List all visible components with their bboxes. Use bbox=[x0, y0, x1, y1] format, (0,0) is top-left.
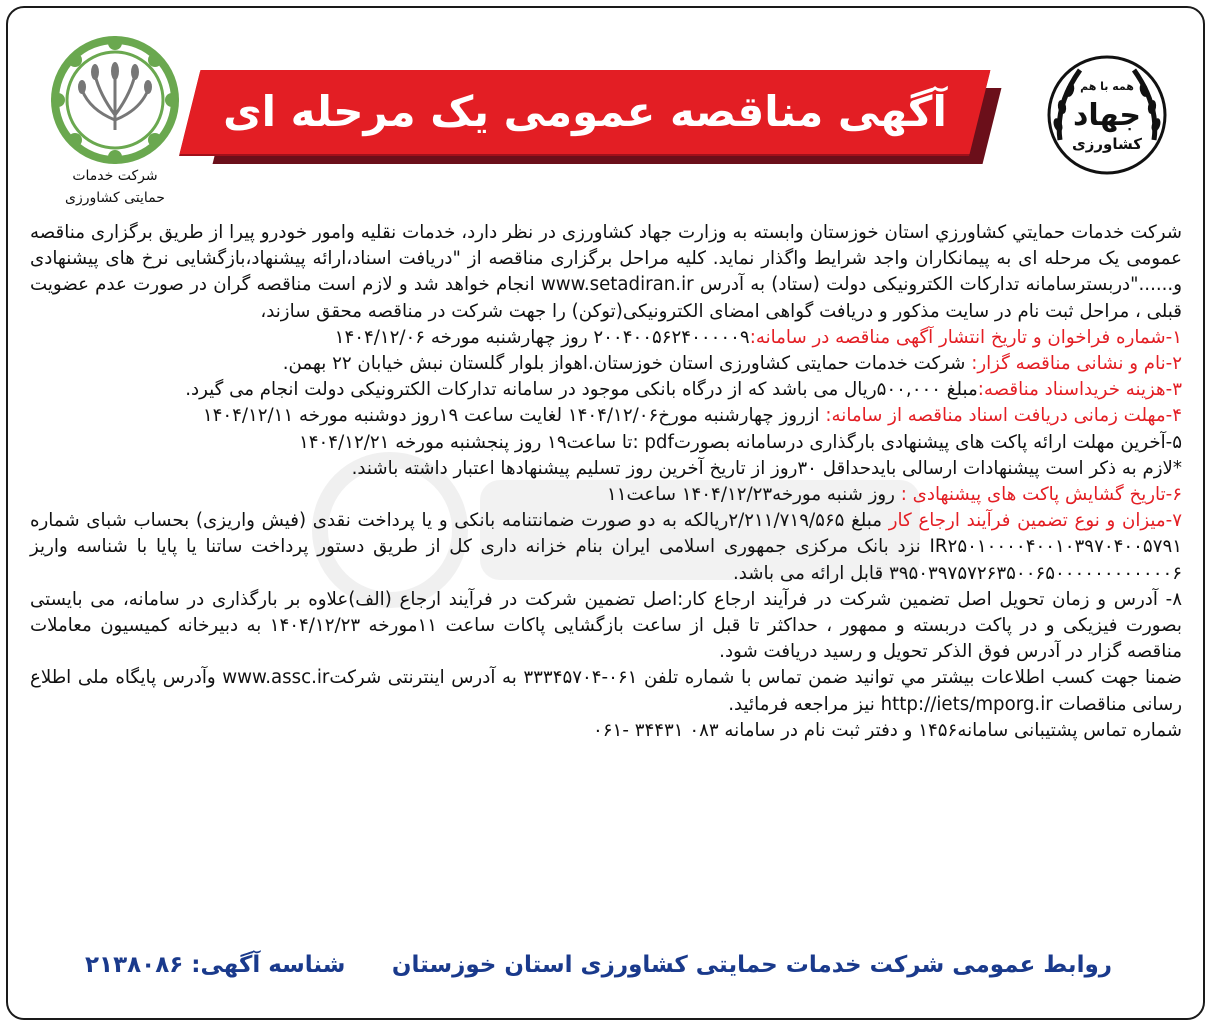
contact-paragraph bbox=[30, 665, 1182, 717]
note-text: *لازم به ذکر است پیشنهادات ارسالی بایدحداقل ۳۰روز از تاریخ آخرین روز تسلیم پیشنهادها اعتبار داشته باشند. bbox=[351, 457, 1182, 479]
svg-text:جهاد: جهاد bbox=[1072, 98, 1142, 133]
footer bbox=[30, 952, 1182, 992]
ad-id: شناسه آگهی: ۲۱۳۸۰۸۶ bbox=[85, 952, 346, 978]
header bbox=[0, 0, 1213, 220]
item-3-label: ۳-هزینه خریداسناد مناقصه: bbox=[977, 379, 1182, 401]
caption-line-1: شرکت خدمات bbox=[72, 168, 158, 184]
item-8-text: ۸- آدرس و زمان تحویل اصل تضمین شرکت در فرآیند ارجاع کار:اصل تضمین شرکت در فرآیند ارجاع (الف)علاوه بر بارگذاری در سامانه، می بایستی بصورت فیزیکی و در پاکت دربسته و ممهور ، حداکثر تا قبل از ساعت بازگشایی پاکات ساعت ۱۱مورخه ۱۴۰۴/۱۲/۲۳ به دبیرخانه کمیسیون معاملات مناقصه گزار در آدرس فوق الذکر تحویل و رسید دریافت شود. bbox=[30, 588, 1182, 663]
item-1-label: ۱-شماره فراخوان و تاریخ انتشار آگهی مناقصه در سامانه: bbox=[749, 326, 1182, 348]
item-7-label: ۷-میزان و نوع تضمین فرآیند ارجاع کار bbox=[888, 510, 1182, 532]
support-text: شماره تماس پشتیبانی سامانه۱۴۵۶ و دفتر ثبت نام در سامانه ۰۸۳ ۳۴۴۳۱ -۰۶۱ bbox=[593, 719, 1182, 741]
item-6-text: روز شنبه مورخه۱۴۰۴/۱۲/۲۳ ساعت۱۱ bbox=[606, 484, 901, 506]
item-4-text: ازروز چهارشنبه مورخ۱۴۰۴/۱۲/۰۶ لغایت ساعت ۱۹روز دوشنبه مورخه ۱۴۰۴/۱۲/۱۱ bbox=[202, 405, 826, 427]
ministry-logo bbox=[1040, 45, 1175, 180]
company-logo bbox=[50, 35, 180, 165]
item-2-text: شرکت خدمات حمایتی کشاورزی استان خوزستان.اهواز بلوار گلستان نبش خیابان ۲۲ بهمن. bbox=[282, 353, 972, 375]
contact-text: ضمنا جهت کسب اطلاعات بیشتر مي توانید ضمن تماس با شماره تلفن ۰۶۱-۳۳۳۴۵۷۰۴ به آدرس اینترنتی شرکتwww.assc.ir وآدرس پایگاه ملی اطلاع رسانی مناقصات http://iets/mporg.ir نیز مراجعه فرمائید. bbox=[30, 667, 1182, 715]
page-title: آگهی مناقصه عمومی یک مرحله ای (نوبت اول) bbox=[223, 87, 947, 220]
item-7 bbox=[30, 508, 1182, 587]
item-4-label: ۴-مهلت زمانی دریافت اسناد مناقصه از سامانه: bbox=[825, 405, 1182, 427]
item-2 bbox=[30, 351, 1182, 377]
support-paragraph bbox=[30, 718, 1182, 744]
item-2-label: ۲-نام و نشانی مناقصه گزار: bbox=[971, 353, 1182, 375]
item-3-text: مبلغ ۵۰۰,۰۰۰ریال می باشد که از درگاه بانکی موجود در سامانه تدارکات الکترونیکی دولت انجام می گیرد. bbox=[185, 379, 978, 401]
ad-body bbox=[30, 220, 1182, 744]
item-4 bbox=[30, 403, 1182, 429]
item-7-text: مبلغ ۲/۲۱۱/۷۱۹/۵۶۵ریالکه به دو صورت ضمانتنامه بانکی و یا پرداخت نقدی (فیش واریزی) بحساب شبای شماره IR۲۵۰۱۰۰۰۰۴۰۰۱۰۳۹۷۰۴۰۰۵۷۹۱ نزد بانک مرکزی جمهوری اسلامی ایران بنام خزانه داری کل از طریق دستور پرداخت ساتنا یا پایا با شناسه واریز ۳۹۵۰۳۹۷۵۷۲۶۳۵۰۰۶۵۰۰۰۰۰۰۰۰۰۰۰۰۶ قابل ارائه می باشد. bbox=[30, 510, 1182, 584]
item-6-label: ۶-تاریخ گشایش پاکت های پیشنهادی : bbox=[900, 484, 1182, 506]
caption-line-2: حمایتی کشاورزی bbox=[65, 190, 165, 206]
item-8 bbox=[30, 587, 1182, 666]
company-logo-caption bbox=[40, 165, 190, 209]
public-relations-signature: روابط عمومی شرکت خدمات حمایتی کشاورزی استان خوزستان bbox=[391, 952, 1112, 978]
svg-text:کشاورزی: کشاورزی bbox=[1072, 135, 1142, 153]
item-1 bbox=[30, 325, 1182, 351]
intro-paragraph: شرکت خدمات حمایتي کشاورزي استان خوزستان وابسته به وزارت جهاد کشاورزی در نظر دارد، خدمات نقلیه وامور خودرو پیرا از طریق برگزاری مناقصه عمومی یک مرحله ای به پیمانکاران واجد شرایط واگذار نماید. کلیه مراحل برگزاری مناقصه از "دریافت اسناد،ارائه پیشنهاد،بازگشایی نرخ های پیشنهادی و......"دربسترسامانه تدارکات الکترونیکی دولت (ستاد) به آدرس www.setadiran.ir انجام خواهد شد و لازم است مناقصه گران در صورت عدم عضویت قبلی ، مراحل ثبت نام در سایت مذکور و دریافت گواهی امضای الکترونیکی(توکن) را جهت شرکت در مناقصه محقق سازند، bbox=[30, 222, 1182, 322]
item-3 bbox=[30, 377, 1182, 403]
item-5-text: ۵-آخرین مهلت ارائه پاکت های پیشنهادی بارگذاری درسامانه بصورتpdf :تا ساعت۱۹ روز پنجشنبه مورخه ۱۴۰۴/۱۲/۲۱ bbox=[299, 431, 1182, 453]
svg-text:همه با هم: همه با هم bbox=[1080, 80, 1134, 93]
item-note bbox=[30, 456, 1182, 482]
item-1-text: ۲۰۰۴۰۰۵۶۲۴۰۰۰۰۰۹ روز چهارشنبه مورخه ۱۴۰۴/۱۲/۰۶ bbox=[334, 326, 750, 348]
item-6 bbox=[30, 482, 1182, 508]
item-5 bbox=[30, 430, 1182, 456]
